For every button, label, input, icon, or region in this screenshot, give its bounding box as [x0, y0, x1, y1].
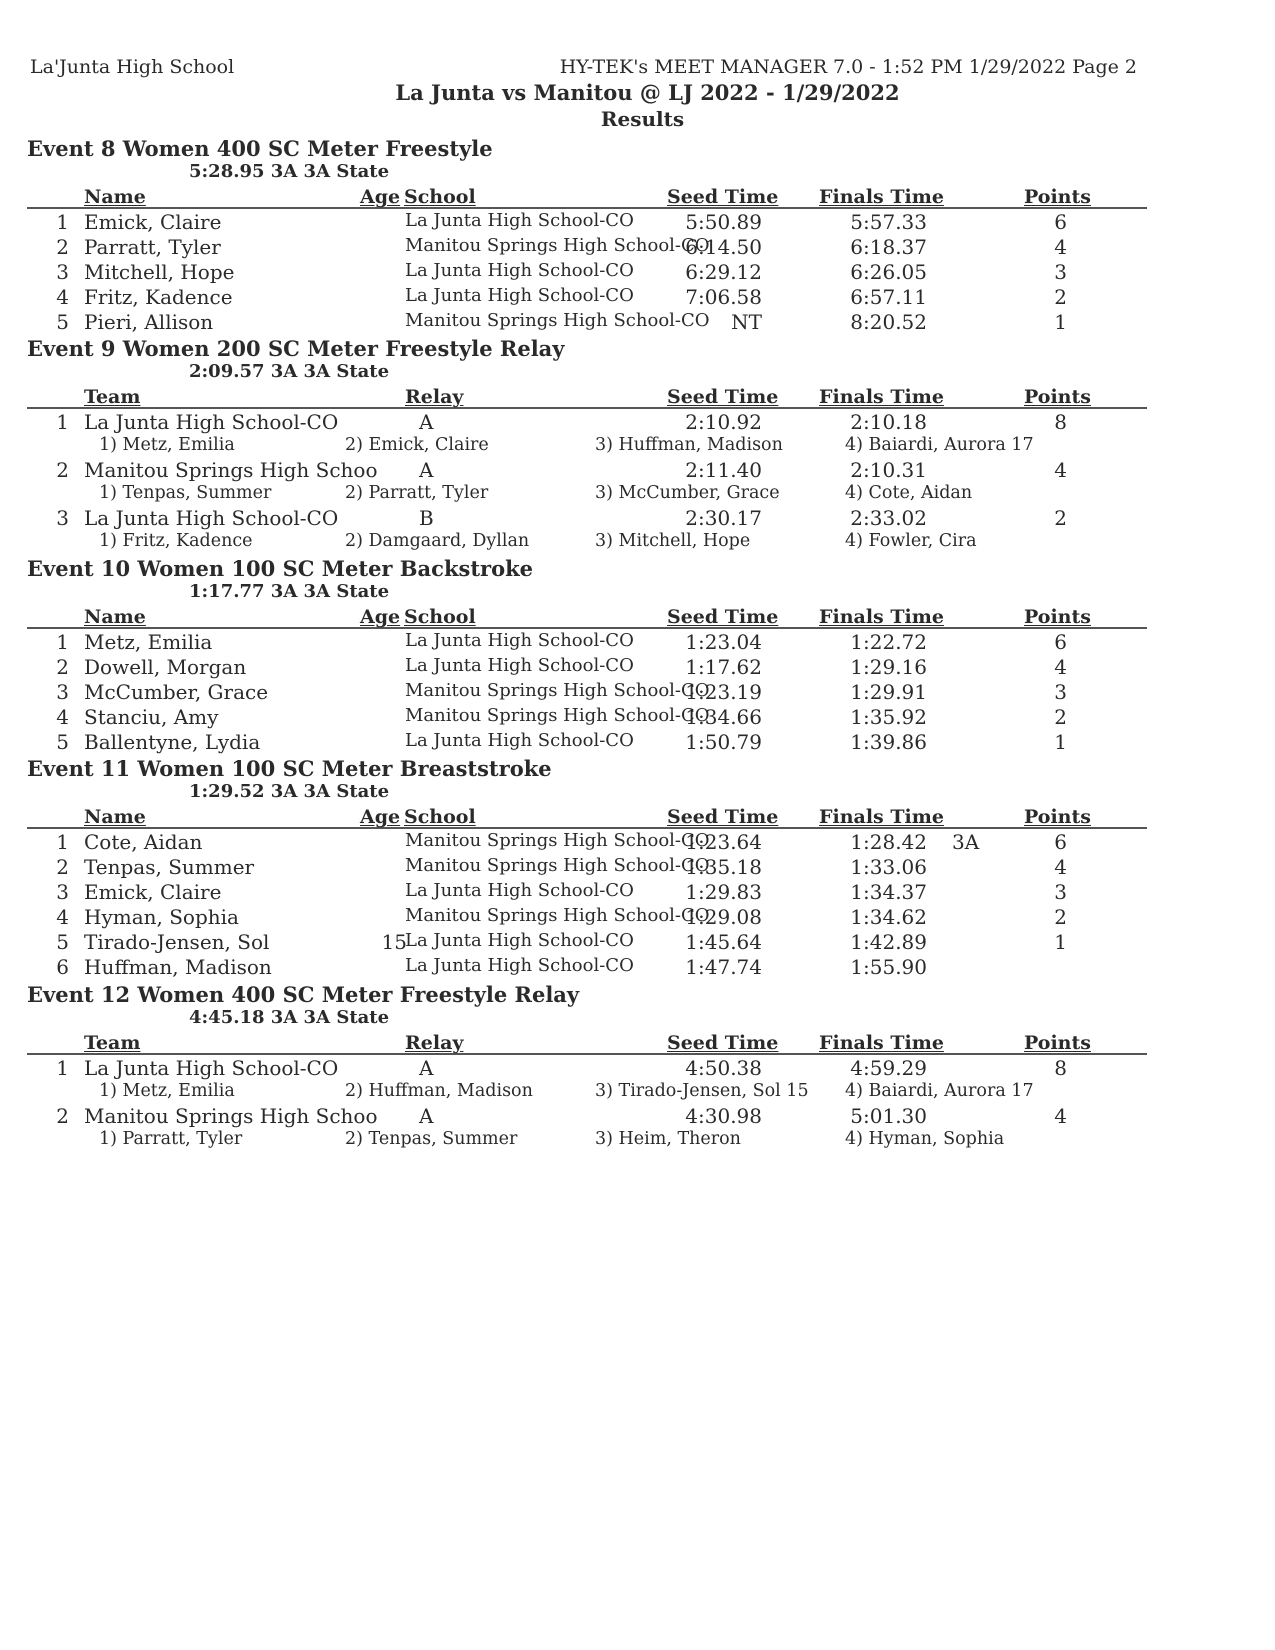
points: 1 — [1054, 930, 1067, 954]
col-finals-time: Finals Time — [819, 806, 944, 828]
col-name: Name — [84, 806, 146, 828]
seed-time: 1:50.79 — [685, 730, 762, 754]
place: 2 — [56, 1104, 69, 1128]
seed-time: 1:17.62 — [685, 655, 762, 679]
swimmer-name: Dowell, Morgan — [84, 655, 247, 679]
col-relay: Relay — [405, 386, 464, 408]
col-age: Age — [360, 606, 401, 628]
school: La Junta High School-CO — [405, 930, 634, 951]
swimmer-name: Ballentyne, Lydia — [84, 730, 261, 754]
points: 6 — [1054, 830, 1067, 854]
seed-time: 4:50.38 — [685, 1056, 762, 1080]
col-points: Points — [1024, 806, 1091, 828]
event-9 — [27, 337, 1147, 553]
place: 1 — [56, 830, 69, 854]
col-school: School — [404, 606, 476, 628]
col-seed-time: Seed Time — [667, 186, 779, 208]
event-record: 4:45.18 3A 3A State — [189, 1007, 390, 1028]
relay-letter: A — [419, 1056, 434, 1080]
seed-time: 7:06.58 — [685, 285, 762, 309]
table-row — [27, 209, 1147, 234]
finals-time: 1:29.16 — [850, 655, 927, 679]
school: La Junta High School-CO — [405, 285, 634, 306]
seed-time: 6:29.12 — [685, 260, 762, 284]
school: Manitou Springs High School-CO — [405, 855, 710, 876]
seed-time: 1:23.19 — [685, 680, 762, 704]
finals-time: 1:22.72 — [850, 630, 927, 654]
seed-time: 5:50.89 — [685, 210, 762, 234]
swimmer-name: Emick, Claire — [84, 880, 222, 904]
table-row — [27, 629, 1147, 654]
points: 8 — [1054, 410, 1067, 434]
relay-swimmer: 4) Baiardi, Aurora 17 — [845, 1081, 1034, 1101]
seed-time: 1:45.64 — [685, 930, 762, 954]
event-10 — [27, 557, 1147, 754]
table-row — [27, 309, 1147, 334]
table-row — [27, 259, 1147, 284]
finals-time: 4:59.29 — [850, 1056, 927, 1080]
table-row — [27, 904, 1147, 929]
relay-letter: B — [419, 506, 434, 530]
place: 4 — [56, 905, 69, 929]
relay-swimmers — [27, 482, 1147, 505]
event-8 — [27, 137, 1147, 334]
finals-time: 1:33.06 — [850, 855, 927, 879]
points: 2 — [1054, 506, 1067, 530]
col-points: Points — [1024, 186, 1091, 208]
seed-time: 2:11.40 — [685, 458, 762, 482]
finals-time: 1:35.92 — [850, 705, 927, 729]
table-row — [27, 704, 1147, 729]
column-header — [27, 603, 1147, 629]
event-title: Event 11 Women 100 SC Meter Breaststroke — [27, 756, 552, 781]
team-name: La Junta High School-CO — [84, 1056, 339, 1080]
swimmer-name: Metz, Emilia — [84, 630, 213, 654]
column-header — [27, 803, 1147, 829]
table-row — [27, 929, 1147, 954]
place: 6 — [56, 955, 69, 979]
table-row — [27, 729, 1147, 754]
school: Manitou Springs High School-CO — [405, 235, 710, 256]
school: La Junta High School-CO — [405, 655, 634, 676]
place: 5 — [56, 930, 69, 954]
team-name: Manitou Springs High Schoo — [84, 1104, 378, 1128]
event-11 — [27, 757, 1147, 979]
event-record: 1:17.77 3A 3A State — [189, 581, 390, 602]
event-record: 5:28.95 3A 3A State — [189, 161, 390, 182]
col-seed-time: Seed Time — [667, 1032, 779, 1054]
team-name: Manitou Springs High Schoo — [84, 458, 378, 482]
relay-swimmers — [27, 1128, 1147, 1151]
relay-swimmer: 3) Mitchell, Hope — [595, 531, 751, 551]
points: 1 — [1054, 310, 1067, 334]
swimmer-name: Fritz, Kadence — [84, 285, 233, 309]
finals-time: 5:57.33 — [850, 210, 927, 234]
relay-swimmer: 3) Huffman, Madison — [595, 435, 783, 455]
finals-time: 1:39.86 — [850, 730, 927, 754]
points: 4 — [1054, 855, 1067, 879]
col-age: Age — [360, 186, 401, 208]
event-record: 1:29.52 3A 3A State — [189, 781, 390, 802]
points: 4 — [1054, 235, 1067, 259]
points: 2 — [1054, 285, 1067, 309]
relay-swimmer: 3) Heim, Theron — [595, 1129, 741, 1149]
seed-time: NT — [731, 310, 762, 334]
relay-swimmer: 3) McCumber, Grace — [595, 483, 780, 503]
points: 6 — [1054, 630, 1067, 654]
relay-letter: A — [419, 458, 434, 482]
meet-title: La Junta vs Manitou @ LJ 2022 - 1/29/2022 — [395, 80, 900, 105]
finals-time: 2:33.02 — [850, 506, 927, 530]
relay-swimmer: 1) Tenpas, Summer — [99, 483, 272, 503]
relay-swimmer: 2) Parratt, Tyler — [345, 483, 489, 503]
col-points: Points — [1024, 386, 1091, 408]
relay-swimmer: 4) Fowler, Cira — [845, 531, 977, 551]
relay-swimmer: 2) Tenpas, Summer — [345, 1129, 518, 1149]
col-seed-time: Seed Time — [667, 806, 779, 828]
seed-time: 1:47.74 — [685, 955, 762, 979]
place: 2 — [56, 458, 69, 482]
relay-swimmer: 2) Emick, Claire — [345, 435, 489, 455]
seed-time: 2:10.92 — [685, 410, 762, 434]
points: 8 — [1054, 1056, 1067, 1080]
table-row — [27, 829, 1147, 854]
col-seed-time: Seed Time — [667, 606, 779, 628]
table-row — [27, 654, 1147, 679]
col-relay: Relay — [405, 1032, 464, 1054]
place: 2 — [56, 655, 69, 679]
seed-time: 4:30.98 — [685, 1104, 762, 1128]
col-seed-time: Seed Time — [667, 386, 779, 408]
seed-time: 1:29.83 — [685, 880, 762, 904]
place: 5 — [56, 730, 69, 754]
swimmer-name: Pieri, Allison — [84, 310, 214, 334]
school: Manitou Springs High School-CO — [405, 310, 710, 331]
finals-time: 2:10.18 — [850, 410, 927, 434]
table-row — [27, 409, 1147, 434]
team-name: La Junta High School-CO — [84, 506, 339, 530]
column-header — [27, 183, 1147, 209]
swimmer-name: Mitchell, Hope — [84, 260, 235, 284]
swimmer-name: Huffman, Madison — [84, 955, 272, 979]
swimmer-name: Tenpas, Summer — [84, 855, 255, 879]
points: 2 — [1054, 705, 1067, 729]
points: 3 — [1054, 680, 1067, 704]
finals-time: 2:10.31 — [850, 458, 927, 482]
seed-time: 1:35.18 — [685, 855, 762, 879]
place: 4 — [56, 705, 69, 729]
event-12 — [27, 983, 1147, 1151]
points: 4 — [1054, 655, 1067, 679]
table-row — [27, 879, 1147, 904]
place: 3 — [56, 260, 69, 284]
finals-time: 6:18.37 — [850, 235, 927, 259]
swimmer-name: Hyman, Sophia — [84, 905, 239, 929]
school: La Junta High School-CO — [405, 260, 634, 281]
points: 3 — [1054, 880, 1067, 904]
swimmer-name: Cote, Aidan — [84, 830, 203, 854]
points: 4 — [1054, 1104, 1067, 1128]
place: 1 — [56, 1056, 69, 1080]
results-subtitle: Results — [600, 107, 685, 131]
place: 2 — [56, 855, 69, 879]
table-row — [27, 505, 1147, 530]
points: 4 — [1054, 458, 1067, 482]
col-team: Team — [84, 386, 141, 408]
relay-swimmers — [27, 530, 1147, 553]
finals-time: 6:26.05 — [850, 260, 927, 284]
table-row — [27, 284, 1147, 309]
place: 4 — [56, 285, 69, 309]
col-finals-time: Finals Time — [819, 186, 944, 208]
event-record: 2:09.57 3A 3A State — [189, 361, 390, 382]
school: La Junta High School-CO — [405, 630, 634, 651]
col-points: Points — [1024, 1032, 1091, 1054]
seed-time: 6:14.50 — [685, 235, 762, 259]
col-finals-time: Finals Time — [819, 386, 944, 408]
finals-time: 1:42.89 — [850, 930, 927, 954]
seed-time: 1:23.64 — [685, 830, 762, 854]
place: 2 — [56, 235, 69, 259]
finals-time: 1:28.42 — [850, 830, 927, 854]
table-row — [27, 234, 1147, 259]
place: 1 — [56, 210, 69, 234]
relay-swimmer: 4) Hyman, Sophia — [845, 1129, 1005, 1149]
event-title: Event 9 Women 200 SC Meter Freestyle Relay — [27, 336, 565, 361]
relay-swimmer: 1) Parratt, Tyler — [99, 1129, 243, 1149]
seed-time: 2:30.17 — [685, 506, 762, 530]
col-name: Name — [84, 606, 146, 628]
relay-swimmers — [27, 1080, 1147, 1103]
relay-swimmer: 1) Fritz, Kadence — [99, 531, 253, 551]
relay-swimmer: 4) Cote, Aidan — [845, 483, 973, 503]
event-title: Event 8 Women 400 SC Meter Freestyle — [27, 136, 493, 161]
place: 5 — [56, 310, 69, 334]
relay-swimmer: 2) Damgaard, Dyllan — [345, 531, 530, 551]
relay-letter: A — [419, 1104, 434, 1128]
seed-time: 1:23.04 — [685, 630, 762, 654]
place: 1 — [56, 410, 69, 434]
team-name: La Junta High School-CO — [84, 410, 339, 434]
place: 3 — [56, 680, 69, 704]
points: 2 — [1054, 905, 1067, 929]
col-team: Team — [84, 1032, 141, 1054]
swimmer-name: Tirado-Jensen, Sol — [84, 930, 270, 954]
school: Manitou Springs High School-CO — [405, 830, 710, 851]
school: Manitou Springs High School-CO — [405, 705, 710, 726]
table-row — [27, 1055, 1147, 1080]
seed-time: 1:34.66 — [685, 705, 762, 729]
place: 1 — [56, 630, 69, 654]
header-school: La'Junta High School — [30, 56, 235, 78]
finals-time: 1:55.90 — [850, 955, 927, 979]
finals-time: 1:34.62 — [850, 905, 927, 929]
relay-swimmer: 3) Tirado-Jensen, Sol 15 — [595, 1081, 809, 1101]
table-row — [27, 457, 1147, 482]
relay-swimmer: 2) Huffman, Madison — [345, 1081, 533, 1101]
header-software-info: HY-TEK's MEET MANAGER 7.0 - 1:52 PM 1/29/2022 Page 2 — [559, 56, 1137, 78]
swimmer-name: Parratt, Tyler — [84, 235, 221, 259]
col-points: Points — [1024, 606, 1091, 628]
table-row — [27, 679, 1147, 704]
col-school: School — [404, 806, 476, 828]
place: 3 — [56, 506, 69, 530]
finals-time: 5:01.30 — [850, 1104, 927, 1128]
col-name: Name — [84, 186, 146, 208]
col-school: School — [404, 186, 476, 208]
relay-swimmers — [27, 434, 1147, 457]
school: Manitou Springs High School-CO — [405, 905, 710, 926]
event-title: Event 10 Women 100 SC Meter Backstroke — [27, 556, 533, 581]
relay-letter: A — [419, 410, 434, 434]
table-row — [27, 954, 1147, 979]
finals-time: 8:20.52 — [850, 310, 927, 334]
table-row — [27, 1103, 1147, 1128]
column-header — [27, 383, 1147, 409]
school: La Junta High School-CO — [405, 955, 634, 976]
event-title: Event 12 Women 400 SC Meter Freestyle Relay — [27, 982, 580, 1007]
place: 3 — [56, 880, 69, 904]
school: La Junta High School-CO — [405, 880, 634, 901]
swimmer-name: McCumber, Grace — [84, 680, 269, 704]
relay-swimmer: 1) Metz, Emilia — [99, 1081, 235, 1101]
finals-time: 1:29.91 — [850, 680, 927, 704]
qualifier: 3A — [952, 830, 980, 854]
points: 6 — [1054, 210, 1067, 234]
school: Manitou Springs High School-CO — [405, 680, 710, 701]
relay-swimmer: 4) Baiardi, Aurora 17 — [845, 435, 1034, 455]
school: La Junta High School-CO — [405, 210, 634, 231]
col-age: Age — [360, 806, 401, 828]
swimmer-name: Stanciu, Amy — [84, 705, 219, 729]
points: 1 — [1054, 730, 1067, 754]
relay-swimmer: 1) Metz, Emilia — [99, 435, 235, 455]
col-finals-time: Finals Time — [819, 1032, 944, 1054]
finals-time: 6:57.11 — [850, 285, 927, 309]
school: La Junta High School-CO — [405, 730, 634, 751]
table-row — [27, 854, 1147, 879]
col-finals-time: Finals Time — [819, 606, 944, 628]
column-header — [27, 1029, 1147, 1055]
finals-time: 1:34.37 — [850, 880, 927, 904]
seed-time: 1:29.08 — [685, 905, 762, 929]
age: 15 — [381, 930, 407, 954]
points: 3 — [1054, 260, 1067, 284]
swimmer-name: Emick, Claire — [84, 210, 222, 234]
